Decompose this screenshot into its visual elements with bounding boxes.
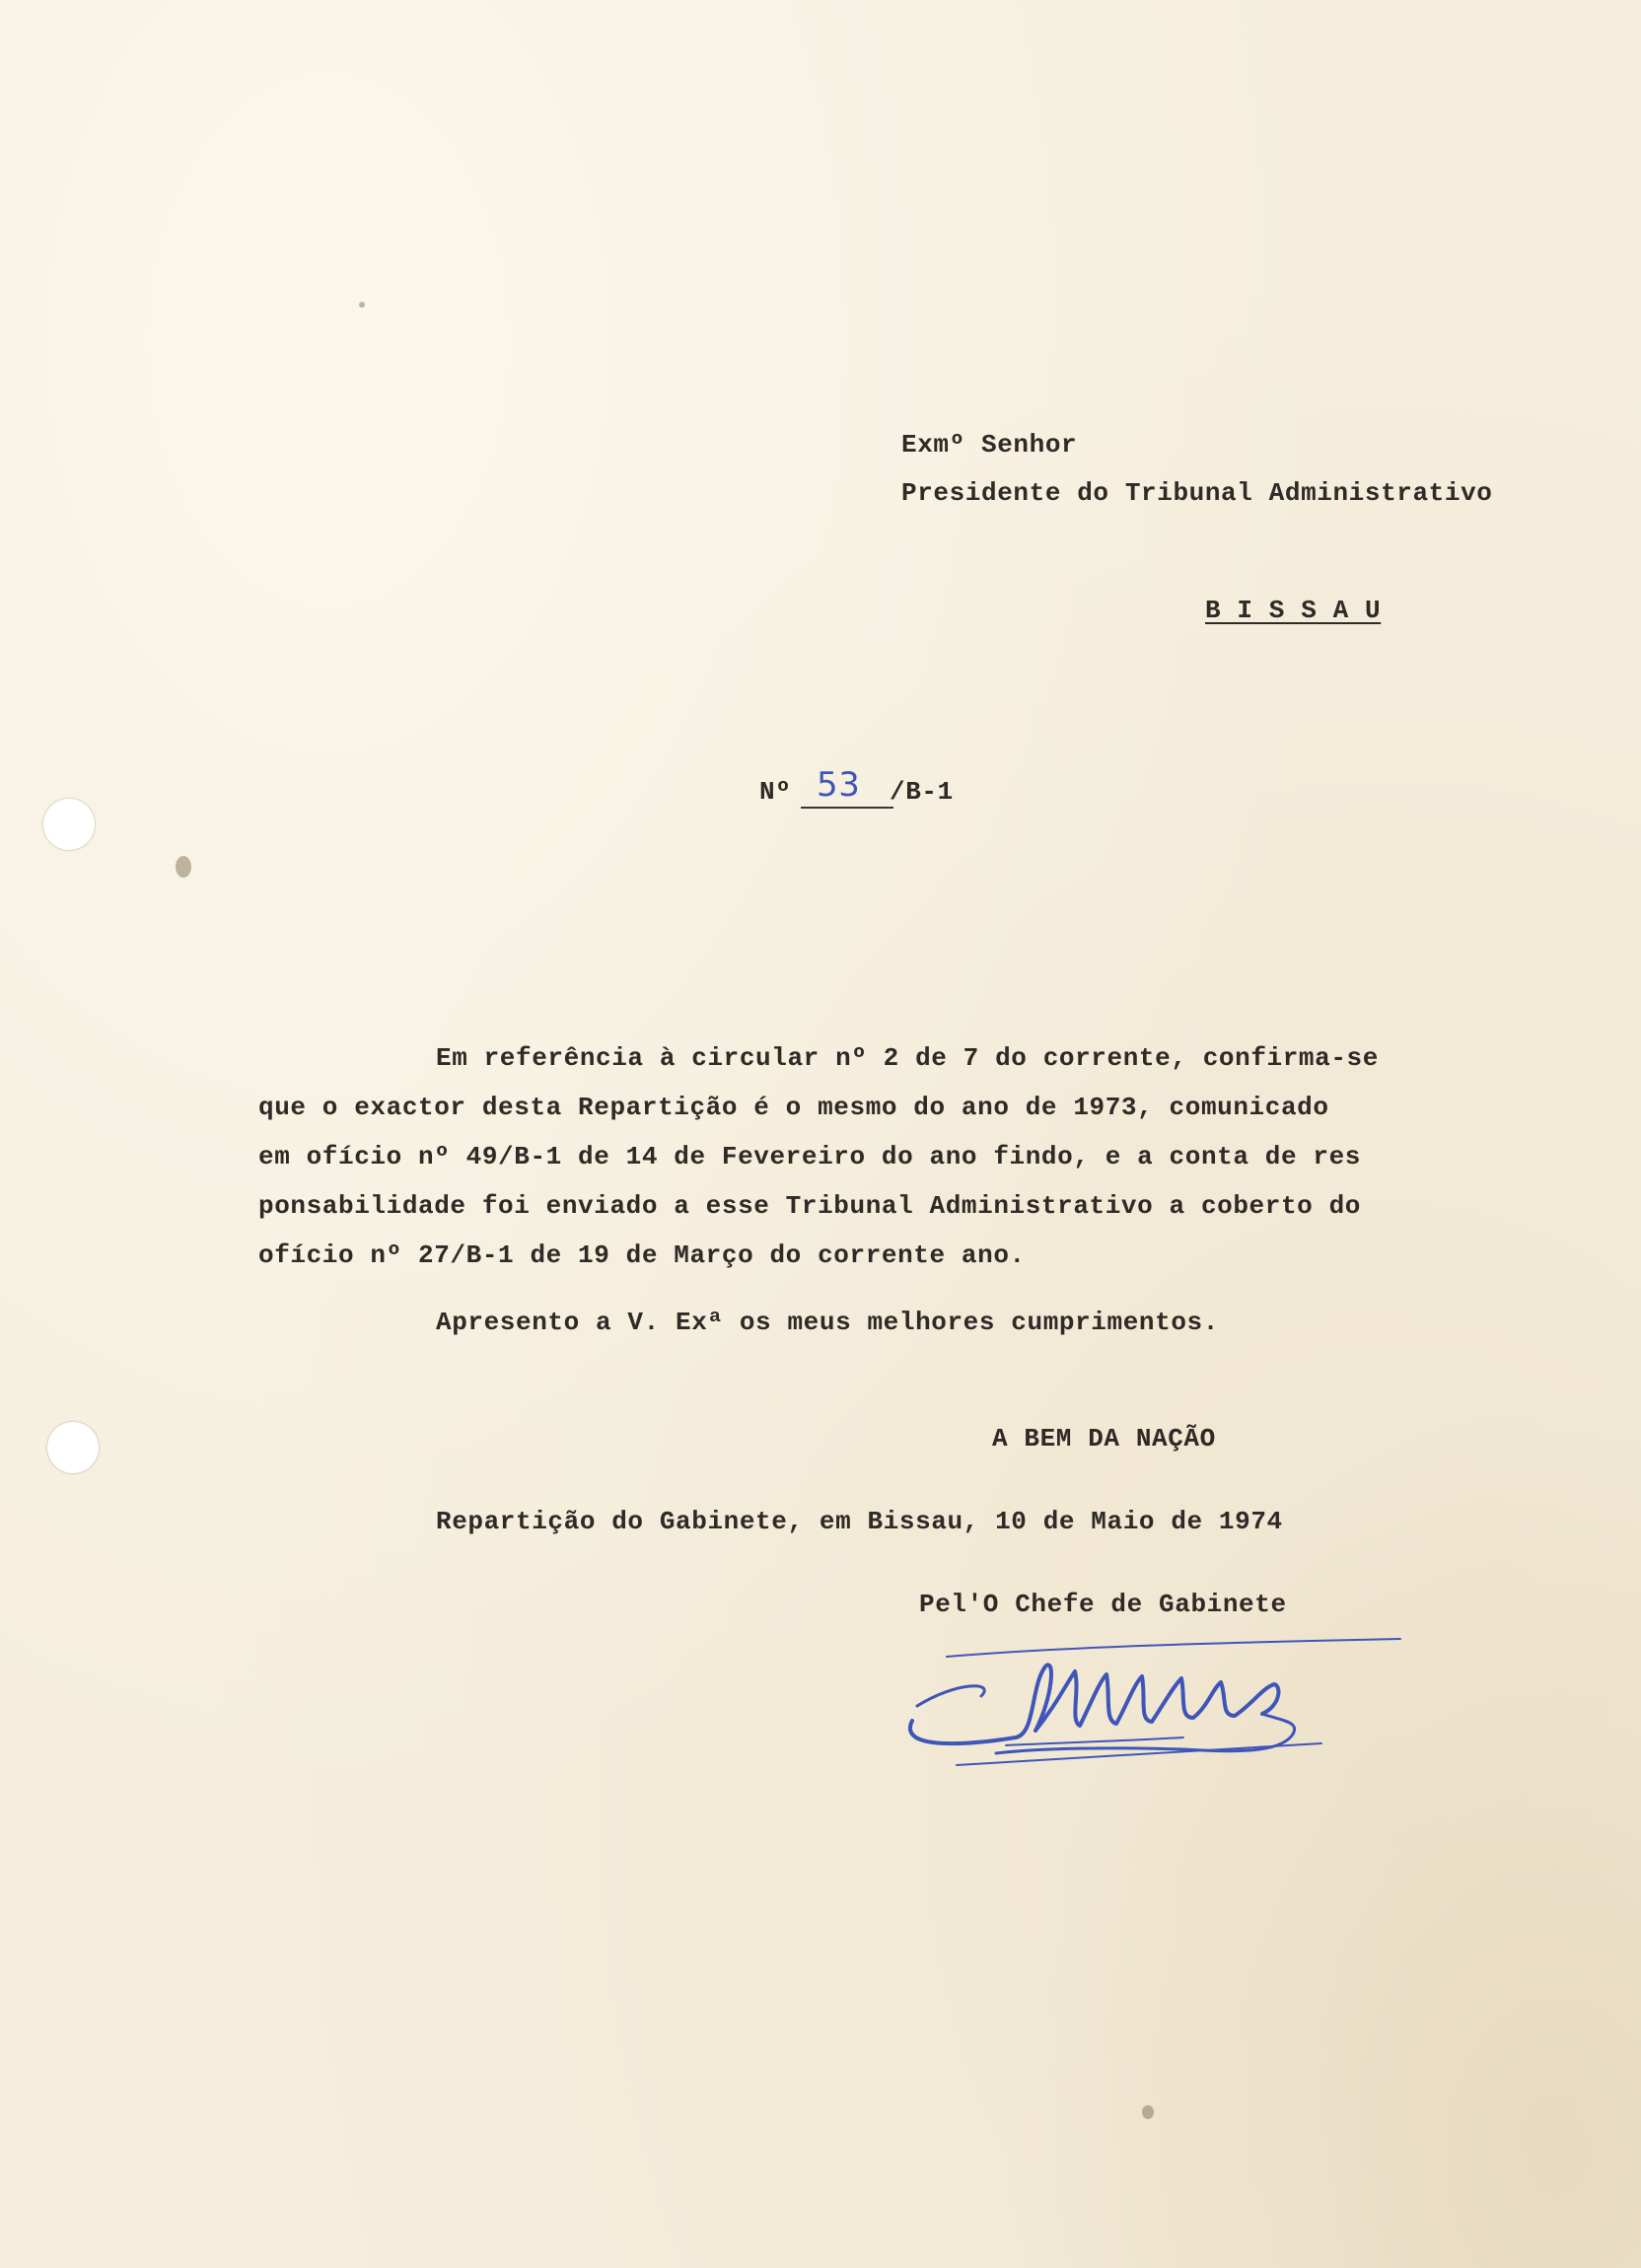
reference-number-line <box>801 807 893 809</box>
addressee-city: B I S S A U <box>1205 596 1382 625</box>
punch-hole-bottom <box>47 1422 99 1473</box>
addressee-title: Presidente do Tribunal Administrativo <box>901 478 1493 508</box>
signature-image <box>888 1627 1440 1785</box>
stain-spot <box>359 302 365 308</box>
motto: A BEM DA NAÇÃO <box>992 1424 1216 1453</box>
body-line-5: ofício nº 27/B-1 de 19 de Março do corrente ano. <box>258 1240 1026 1270</box>
reference-number: 53 <box>817 765 861 805</box>
reference-suffix: /B-1 <box>890 777 954 807</box>
closing-greeting: Apresento a V. Exª os meus melhores cumprimentos. <box>436 1308 1219 1337</box>
body-line-4: ponsabilidade foi enviado a esse Tribunal Administrativo a coberto do <box>258 1191 1361 1221</box>
reference-prefix: Nº <box>759 777 792 807</box>
body-line-1: Em referência à circular nº 2 de 7 do corrente, confirma-se <box>436 1043 1379 1073</box>
body-line-2: que o exactor desta Repartição é o mesmo do ano de 1973, comunicado <box>258 1093 1329 1122</box>
place-date: Repartição do Gabinete, em Bissau, 10 de Maio de 1974 <box>436 1507 1283 1536</box>
body-line-3: em ofício nº 49/B-1 de 14 de Fevereiro do ano findo, e a conta de res <box>258 1142 1361 1171</box>
stain-spot <box>1142 2105 1154 2119</box>
salutation: Exmº Senhor <box>901 430 1078 460</box>
signatory-title: Pel'O Chefe de Gabinete <box>919 1590 1287 1619</box>
punch-hole-top <box>43 799 95 850</box>
stain-spot <box>176 856 191 878</box>
